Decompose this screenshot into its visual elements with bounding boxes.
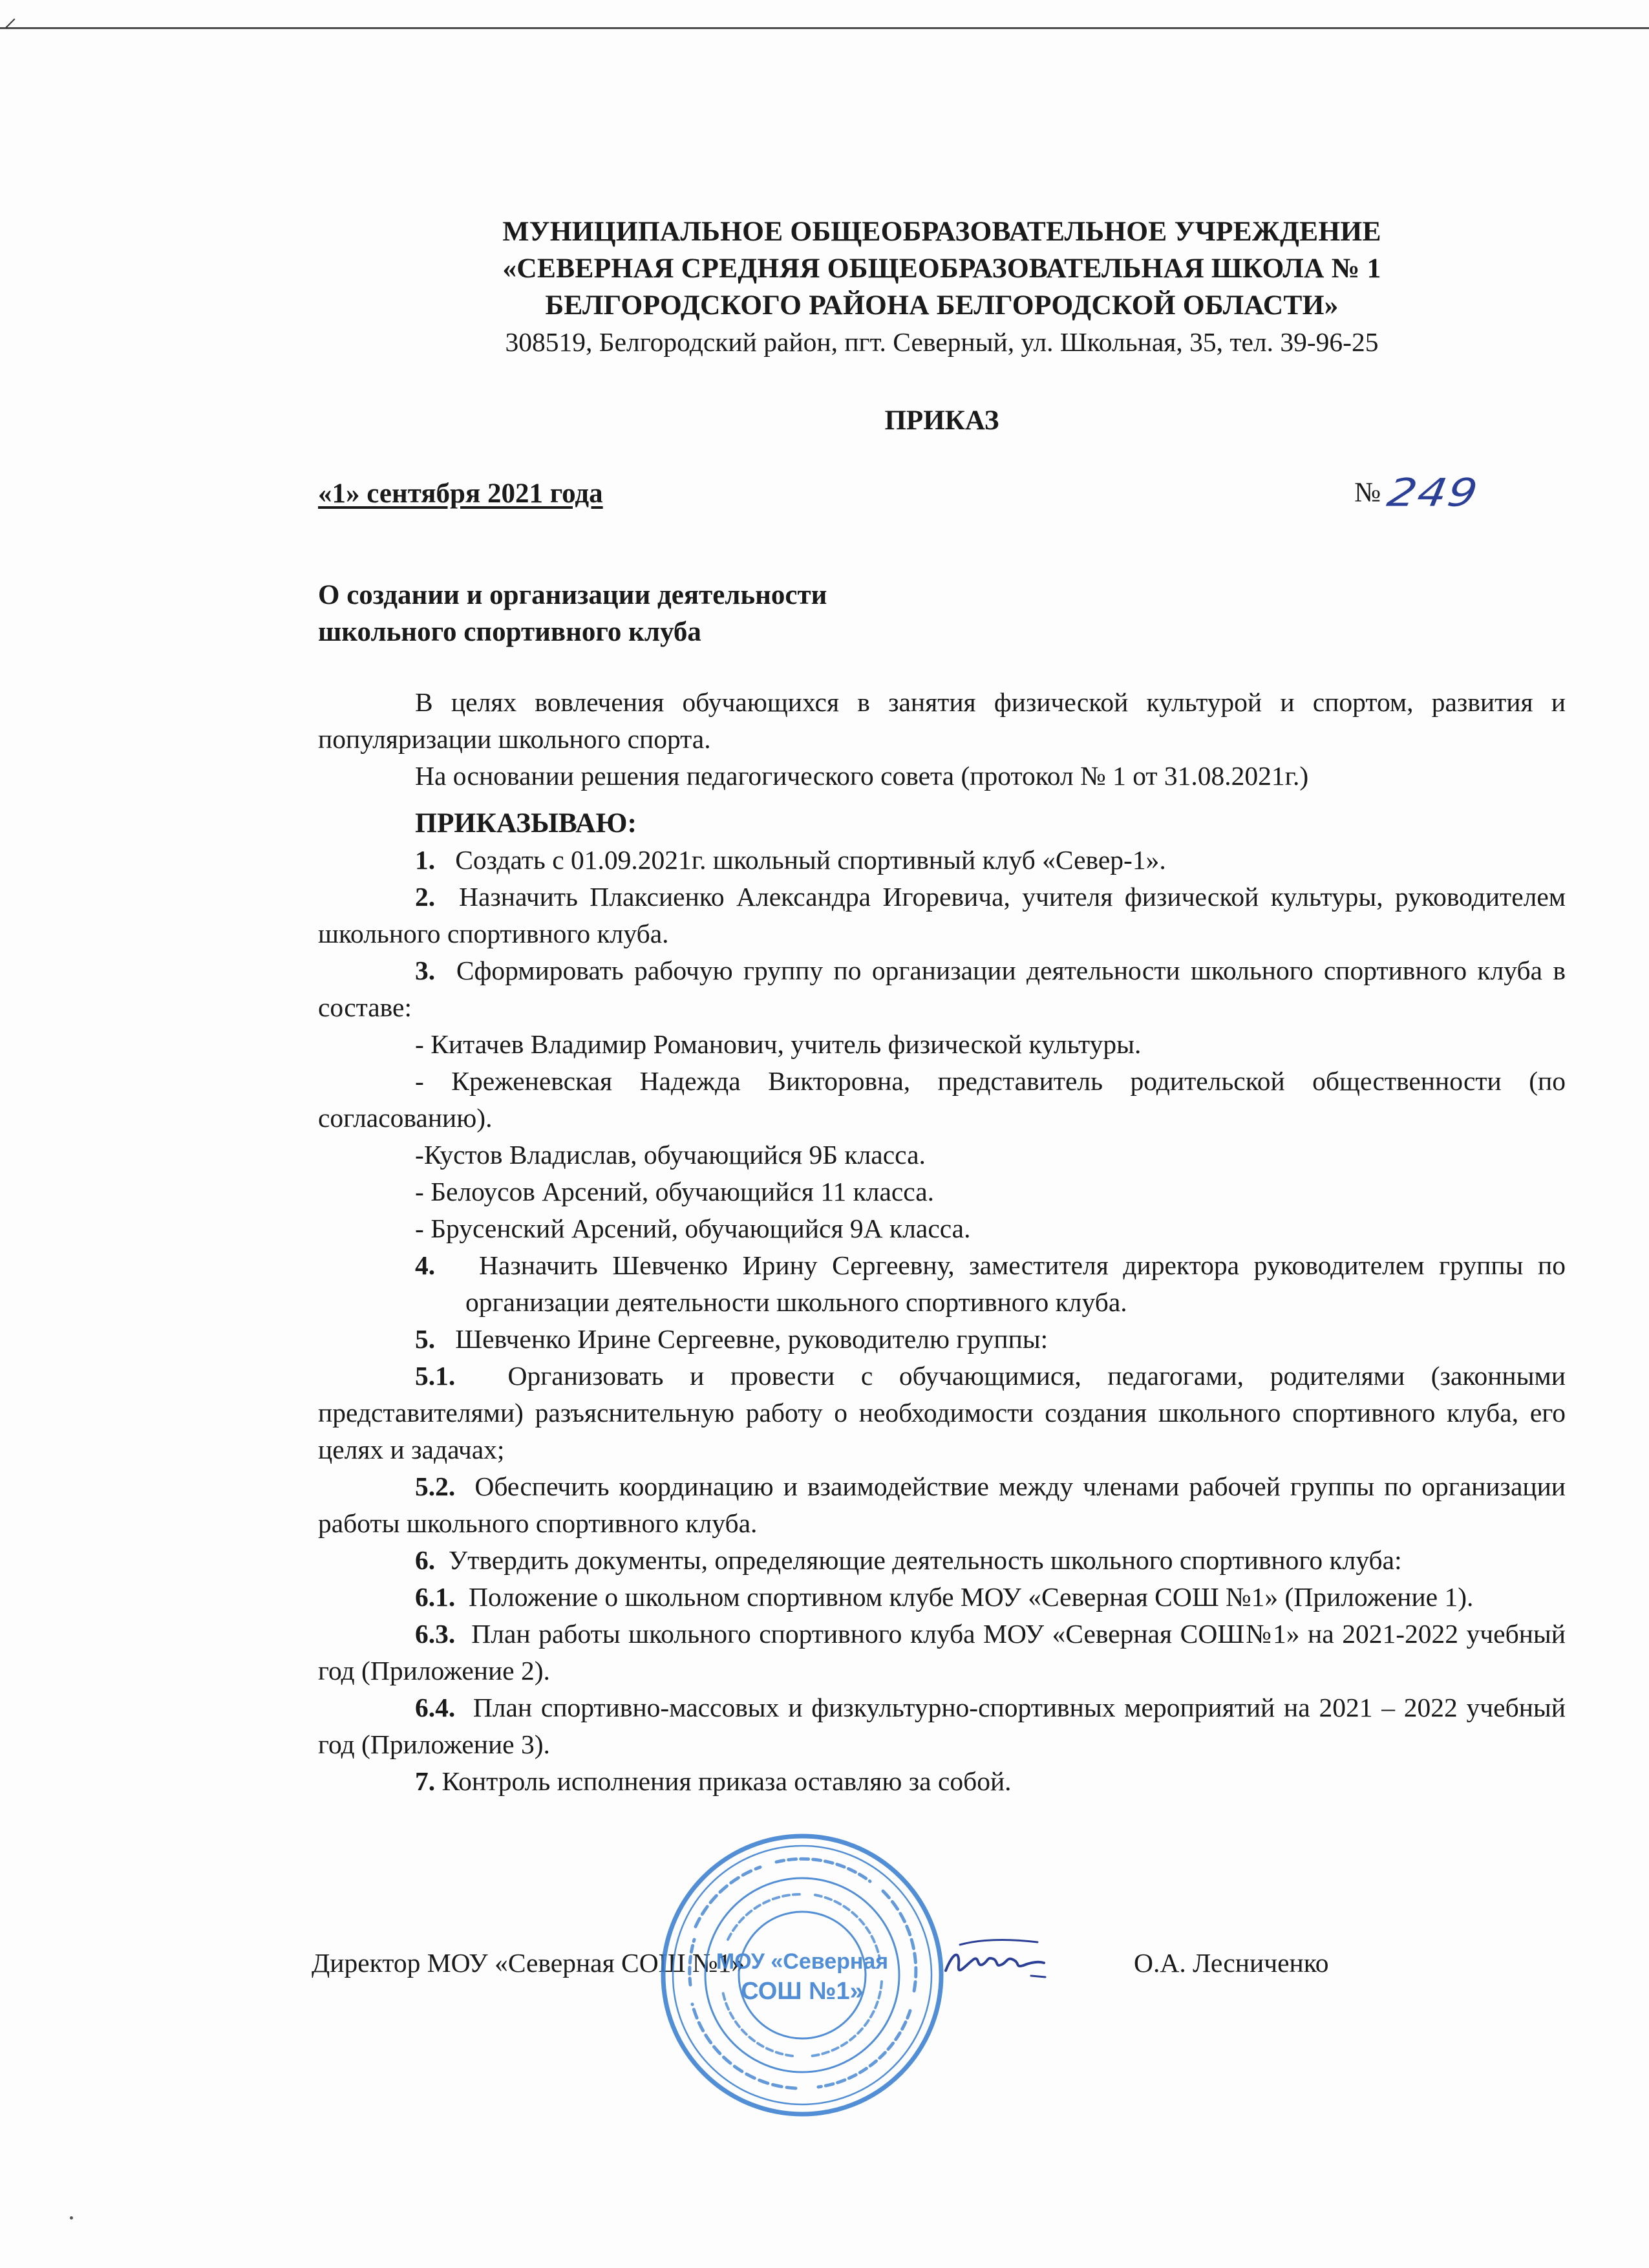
item-5-text: Шевченко Ирине Сергеевне, руководителю группы:: [455, 1324, 1048, 1354]
subject-line-1: О создании и организации деятельности: [318, 580, 827, 610]
group-member: -Кустов Владислав, обучающийся 9Б класса.: [415, 1140, 926, 1170]
group-member: - Креженевская Надежда Викторовна, представитель родительской общественности (по согласованию).: [318, 1066, 1566, 1133]
item-2-number: 2.: [415, 882, 436, 912]
handwritten-signature: [941, 1925, 1050, 1996]
order-item-7: [318, 1763, 1566, 1800]
scan-dust-dot: [70, 2216, 73, 2220]
signatory-name: О.А. Лесниченко: [1134, 1948, 1329, 1978]
item-3-text: Сформировать рабочую группу по организации деятельности школьного спортивного клуба в составе:: [318, 956, 1566, 1022]
letterhead: [312, 213, 1572, 361]
order-item-2: [318, 879, 1566, 952]
order-item-4: [318, 1247, 1566, 1321]
item-6-number: 6.: [415, 1545, 436, 1575]
order-directive: ПРИКАЗЫВАЮ:: [415, 808, 637, 839]
item-3-number: 3.: [415, 956, 436, 985]
item-6-1-text: Положение о школьном спортивном клубе МОУ «Северная СОШ №1» (Приложение 1).: [469, 1582, 1474, 1612]
order-item-6-3: [318, 1616, 1566, 1689]
org-address: 308519, Белгородский район, пгт. Северный, ул. Школьная, 35, тел. 39-96-25: [505, 327, 1379, 357]
item-7-number: 7.: [415, 1766, 436, 1796]
org-name-line-3: БЕЛГОРОДСКОГО РАЙОНА БЕЛГОРОДСКОЙ ОБЛАСТИ»: [545, 290, 1339, 321]
group-member: - Брусенский Арсений, обучающийся 9А класса.: [415, 1214, 971, 1243]
scan-corner-mark: ⸍: [4, 14, 17, 43]
signatory-role: Директор МОУ «Северная СОШ №1»: [312, 1948, 745, 1978]
item-5-1-number: 5.1.: [415, 1361, 456, 1391]
official-seal: [657, 1830, 948, 2121]
item-6-text: Утвердить документы, определяющие деятельность школьного спортивного клуба:: [448, 1545, 1402, 1575]
item-2-text: Назначить Плаксиенко Александра Игоревича, учителя физической культуры, руководителем школьного спортивного клуба.: [318, 882, 1566, 948]
preamble-purpose: В целях вовлечения обучающихся в занятия физической культурой и спортом, развития и популяризации школьного спорта.: [318, 687, 1566, 754]
scan-edge-line: [0, 27, 1649, 29]
item-5-2-number: 5.2.: [415, 1471, 456, 1501]
order-number: [1354, 469, 1482, 515]
item-1-text: Создать с 01.09.2021г. школьный спортивный клуб «Север-1».: [455, 845, 1166, 875]
seal-text-line-1: МОУ «Северная: [716, 1949, 889, 1974]
subject-line-2: школьного спортивного клуба: [318, 617, 701, 647]
item-6-1-number: 6.1.: [415, 1582, 456, 1612]
org-name-line-2: «СЕВЕРНАЯ СРЕДНЯЯ ОБЩЕОБРАЗОВАТЕЛЬНАЯ ШКОЛА № 1: [502, 253, 1381, 284]
seal-text-line-2: СОШ №1»: [741, 1978, 864, 2005]
item-6-3-text: План работы школьного спортивного клуба МОУ «Северная СОШ№1» на 2021-2022 учебный год (Приложение 2).: [318, 1619, 1566, 1685]
order-item-6: [318, 1542, 1566, 1579]
item-6-3-number: 6.3.: [415, 1619, 456, 1649]
order-number-label: №: [1354, 477, 1381, 508]
item-7-text: Контроль исполнения приказа оставляю за собой.: [442, 1766, 1012, 1796]
group-member: - Белоусов Арсений, обучающийся 11 класса.: [415, 1177, 935, 1206]
order-item-6-1: [318, 1579, 1566, 1616]
item-5-number: 5.: [415, 1324, 436, 1354]
order-item-5: [318, 1321, 1566, 1358]
item-4-text: Назначить Шевченко Ирину Сергеевну, заместителя директора руководителем группы по организации деятельности школьного спортивного клуба.: [465, 1250, 1566, 1317]
group-member: - Китачев Владимир Романович, учитель физической культуры.: [415, 1029, 1142, 1059]
item-6-4-text: План спортивно-массовых и физкультурно-спортивных мероприятий на 2021 – 2022 учебный год (Приложение 3).: [318, 1693, 1566, 1759]
order-number-handwritten: 249: [1383, 469, 1482, 515]
order-date: «1» сентября 2021 года: [318, 478, 603, 509]
order-item-5-1: [318, 1358, 1566, 1468]
org-name-line-1: МУНИЦИПАЛЬНОЕ ОБЩЕОБРАЗОВАТЕЛЬНОЕ УЧРЕЖДЕНИЕ: [502, 216, 1381, 247]
order-item-1: [318, 842, 1566, 879]
order-item-5-2: [318, 1468, 1566, 1542]
preamble-basis: На основании решения педагогического совета (протокол № 1 от 31.08.2021г.): [415, 761, 1309, 791]
item-5-1-text: Организовать и провести с обучающимися, педагогами, родителями (законными представителями) разъяснительную работу о необходимости создания школьного спортивного клуба, его целях и задачах;: [318, 1361, 1566, 1464]
order-body: [318, 684, 1566, 1800]
order-subject: [318, 577, 827, 650]
item-6-4-number: 6.4.: [415, 1693, 456, 1722]
item-1-number: 1.: [415, 845, 436, 875]
order-item-3: [318, 952, 1566, 1026]
item-4-number: 4.: [415, 1250, 436, 1280]
document-title: ПРИКАЗ: [884, 405, 999, 436]
item-5-2-text: Обеспечить координацию и взаимодействие между членами рабочей группы по организации работы школьного спортивного клуба.: [318, 1471, 1566, 1538]
order-item-6-4: [318, 1689, 1566, 1763]
